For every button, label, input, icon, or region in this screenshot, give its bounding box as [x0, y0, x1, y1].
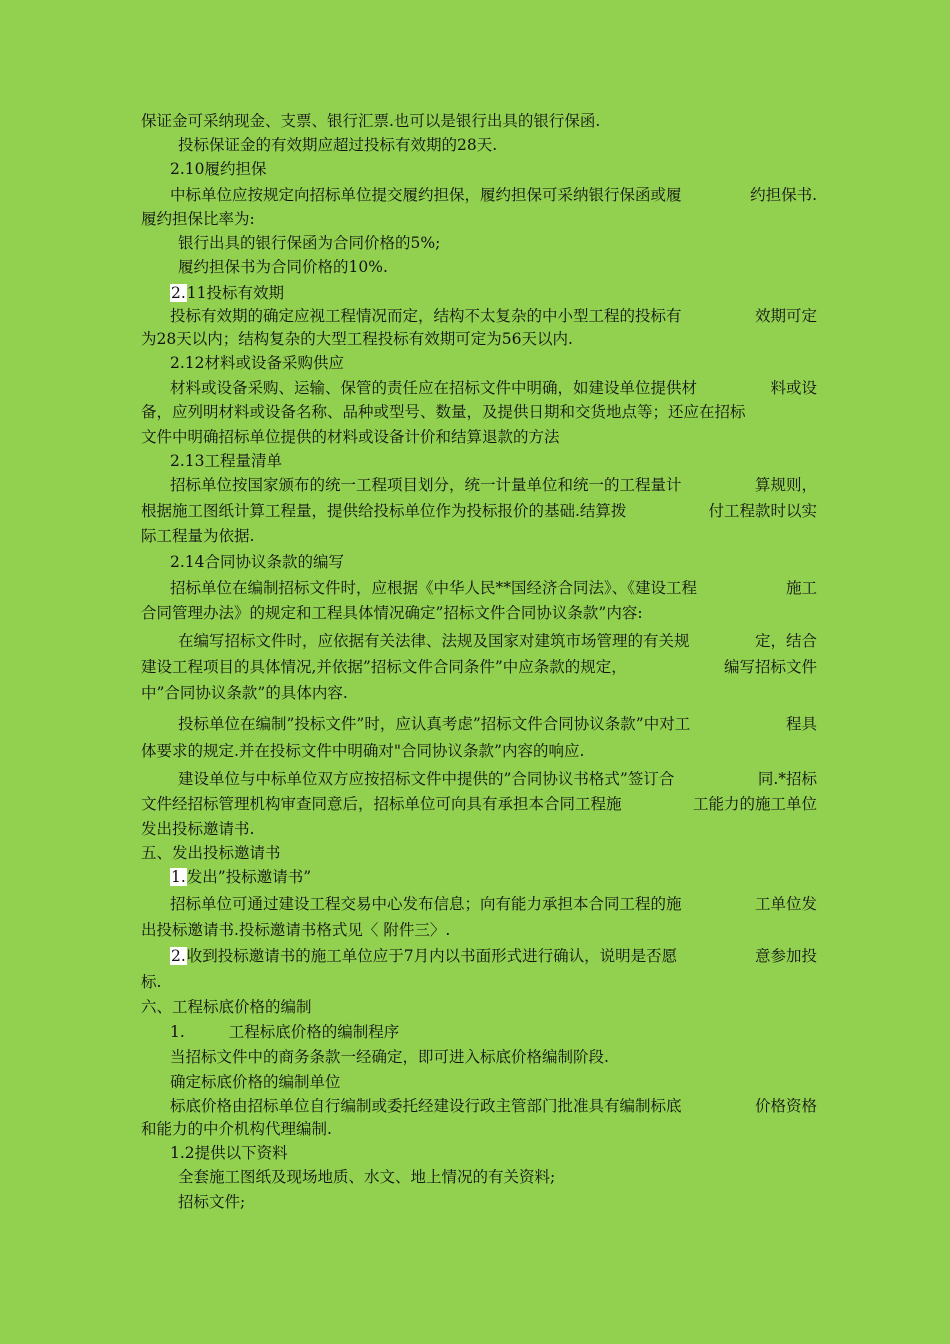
section-number: 1.: [170, 1023, 185, 1041]
text-line: 保证金可采纳现金、支票、银行汇票.也可以是银行出具的银行保函.: [141, 112, 601, 130]
text-line: 投标保证金的有效期应超过投标有效期的28天.: [178, 136, 498, 154]
section-heading: 1. 工程标底价格的编制程序: [170, 1023, 400, 1041]
chapter-heading: 五、发出投标邀请书: [141, 844, 281, 862]
text-line: 合同管理办法》的规定和工程具体情况确定”招标文件合同协议条款”内容:: [141, 604, 643, 622]
section-heading: 1.2提供以下资料: [170, 1144, 288, 1162]
section-heading: 2.11投标有效期: [171, 284, 285, 302]
text-line: 在编写招标文件时，应依据有关法律、法规及国家对建筑市场管理的有关规 定，结合: [178, 632, 817, 650]
text-line: 体要求的规定.并在投标文件中明确对"合同协议条款”内容的响应.: [141, 742, 585, 760]
text-line: 履约担保书为合同价格的10%.: [178, 258, 388, 276]
chapter-heading: 六、工程标底价格的编制: [141, 998, 312, 1016]
text-line: 履约担保比率为:: [141, 210, 255, 228]
section-heading: 2.10履约担保: [170, 160, 267, 178]
text-line: 全套施工图纸及现场地质、水文、地上情况的有关资料;: [178, 1168, 556, 1186]
text-line: 招标文件;: [178, 1193, 246, 1211]
text-line: 文件中明确招标单位提供的材料或设备计价和结算退款的方法: [141, 428, 560, 446]
section-number: 2.: [171, 284, 186, 302]
text-line: 标.: [141, 973, 162, 991]
section-heading: 2.12材料或设备采购供应: [170, 354, 345, 372]
section-number: 2.: [171, 947, 186, 965]
text-line: 标底价格由招标单位自行编制或委托经建设行政主管部门批准具有编制标底 价格资格: [170, 1097, 817, 1115]
section-heading: 1.发出”投标邀请书”: [171, 868, 312, 886]
text-line: 文件经招标管理机构审查同意后，招标单位可向具有承担本合同工程施 工能力的施工单位: [141, 795, 817, 813]
text-line: 当招标文件中的商务条款一经确定，即可进入标底价格编制阶段.: [170, 1048, 609, 1066]
text-line: 发出投标邀请书.: [141, 820, 255, 838]
text-line: 2.收到投标邀请书的施工单位应于7月内以书面形式进行确认，说明是否愿 意参加投: [171, 947, 817, 965]
text-line: 建设单位与中标单位双方应按招标文件中提供的”合同协议书格式”签订合 同.*招标: [178, 770, 817, 788]
text-line: 根据施工图纸计算工程量，提供给投标单位作为投标报价的基础.结算拨 付工程款时以实: [141, 502, 817, 520]
text-line: 招标单位在编制招标文件时，应根据《中华人民**国经济合同法》、《建设工程 施工: [170, 579, 817, 597]
text-line: 备，应列明材料或设备名称、品种或型号、数量，及提供日期和交货地点等；还应在招标: [141, 403, 746, 421]
text-line: 际工程量为依据.: [141, 527, 255, 545]
text-line: 银行出具的银行保函为合同价格的5%;: [178, 234, 441, 252]
text-line: 出投标邀请书.投标邀请书格式见〈 附件三〉.: [141, 921, 451, 939]
text-line: 招标单位可通过建设工程交易中心发布信息；向有能力承担本合同工程的施 工单位发: [170, 895, 817, 913]
text-line: 中”合同协议条款”的具体内容.: [141, 684, 348, 702]
text-line: 投标有效期的确定应视工程情况而定，结构不太复杂的中小型工程的投标有 效期可定: [170, 307, 817, 325]
text-line: 为28天以内；结构复杂的大型工程投标有效期可定为56天以内.: [141, 330, 573, 348]
text-line: 材料或设备采购、运输、保管的责任应在招标文件中明确，如建设单位提供材 料或设: [170, 379, 817, 397]
section-number: 1.: [171, 868, 186, 886]
text-line: 招标单位按国家颁布的统一工程项目划分，统一计量单位和统一的工程量计 算规则，: [170, 476, 817, 494]
text-line: 确定标底价格的编制单位: [170, 1073, 341, 1091]
section-heading: 2.14合同协议条款的编写: [170, 553, 345, 571]
text-line: 建设工程项目的具体情况,并依据”招标文件合同条件”中应条款的规定， 编写招标文件: [141, 658, 817, 676]
text-line: 投标单位在编制”投标文件”时，应认真考虑”招标文件合同协议条款”中对工 程具: [178, 715, 817, 733]
text-line: 中标单位应按规定向招标单位提交履约担保，履约担保可采纳银行保函或履 约担保书.: [170, 186, 817, 204]
section-heading: 2.13工程量清单: [170, 452, 283, 470]
text-line: 和能力的中介机构代理编制.: [141, 1120, 332, 1138]
